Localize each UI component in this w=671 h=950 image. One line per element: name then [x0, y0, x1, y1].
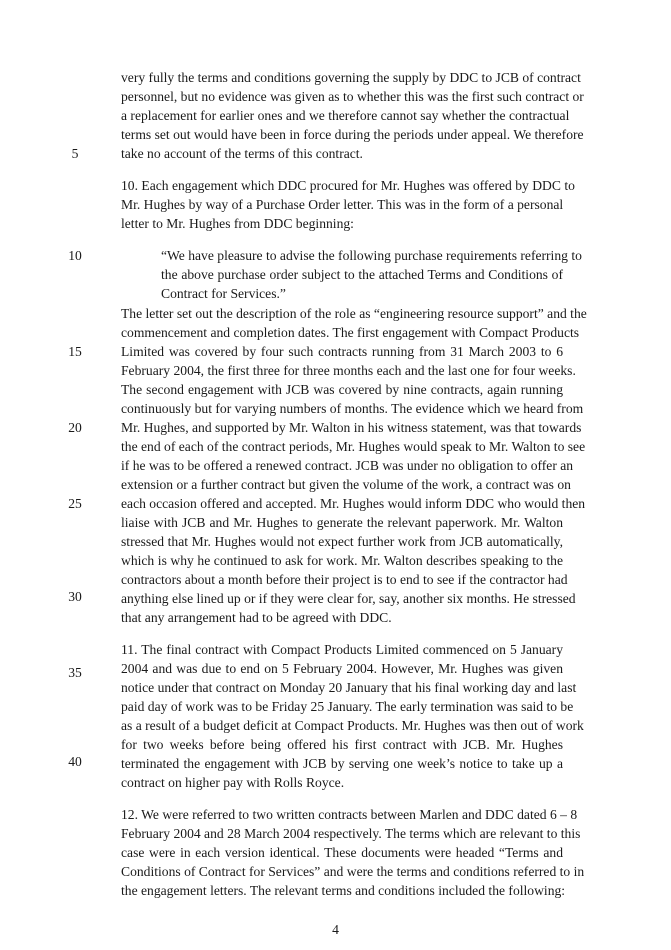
text-line: The letter set out the description of the role as “engineering resource support” and the	[121, 306, 587, 321]
line-number: 5	[71, 146, 79, 161]
line-number: 10	[68, 248, 82, 263]
text-line: Mr. Hughes, and supported by Mr. Walton in his witness statement, was that towards	[121, 420, 582, 435]
text-line: which is why he continued to ask for work. Mr. Walton describes speaking to the	[121, 553, 563, 568]
text-line: paid day of work was to be Friday 25 January. The early termination was said to be	[121, 699, 574, 714]
text-line: February 2004, the first three for three months each and the last one for four weeks.	[121, 363, 576, 378]
text-line: stressed that Mr. Hughes would not expect further work from JCB automatically,	[121, 534, 563, 549]
line-number: 30	[68, 589, 82, 604]
text-line: as a result of a budget deficit at Compact Products. Mr. Hughes was then out of work	[121, 718, 584, 733]
text-line: personnel, but no evidence was given as to whether this was the first such contract or	[121, 89, 584, 104]
text-line: 12. We were referred to two written contracts between Marlen and DDC dated 6 – 8	[121, 807, 578, 822]
text-line: for two weeks before being offered his first contract with JCB. Mr. Hughes	[121, 737, 563, 752]
line-number: 40	[68, 754, 82, 769]
text-line: the end of each of the contract periods, Mr. Hughes would speak to Mr. Walton to see	[121, 439, 586, 454]
text-line: The second engagement with JCB was covered by nine contracts, again running	[121, 382, 563, 397]
text-line: 10. Each engagement which DDC procured for Mr. Hughes was offered by DDC to	[121, 178, 575, 193]
text-line: liaise with JCB and Mr. Hughes to generate the relevant paperwork. Mr. Walton	[121, 515, 563, 530]
text-line: each occasion offered and accepted. Mr. Hughes would inform DDC who would then	[121, 496, 586, 511]
text-line: February 2004 and 28 March 2004 respectively. The terms which are relevant to this	[121, 826, 581, 841]
quote-line: “We have pleasure to advise the following purchase requirements referring to	[161, 248, 582, 263]
text-line: Limited was covered by four such contracts running from 31 March 2003 to 6	[121, 344, 563, 359]
line-number: 35	[68, 665, 82, 680]
text-line: take no account of the terms of this contract.	[121, 146, 363, 161]
text-line: terms set out would have been in force during the periods under appeal. We therefore	[121, 127, 584, 142]
text-line: Mr. Hughes by way of a Purchase Order letter. This was in the form of a personal	[121, 197, 564, 212]
text-line: Conditions of Contract for Services” and were the terms and conditions referred to in	[121, 864, 585, 879]
text-line: case were in each version identical. These documents were headed “Terms and	[121, 845, 563, 860]
text-line: that any arrangement had to be agreed with DDC.	[121, 610, 392, 625]
text-line: commencement and completion dates. The first engagement with Compact Products	[121, 325, 580, 340]
line-number: 25	[68, 496, 82, 511]
line-number: 15	[68, 344, 82, 359]
text-line: if he was to be offered a renewed contract. JCB was under no obligation to offer an	[121, 458, 574, 473]
text-line: the engagement letters. The relevant terms and conditions included the following:	[121, 883, 566, 898]
text-line: contractors about a month before their project is to end to see if the contractor had	[121, 572, 568, 587]
text-line: anything else lined up or if they were clear for, say, another six months. He stressed	[121, 591, 576, 606]
page-number: 4	[332, 922, 339, 937]
quote-line: Contract for Services.”	[161, 286, 286, 301]
text-line: notice under that contract on Monday 20 January that his final working day and last	[121, 680, 577, 695]
text-line: 11. The final contract with Compact Products Limited commenced on 5 January	[121, 642, 563, 657]
text-line: 2004 and was due to end on 5 February 2004. However, Mr. Hughes was given	[121, 661, 563, 676]
line-number: 20	[68, 420, 82, 435]
text-line: very fully the terms and conditions governing the supply by DDC to JCB of contract	[121, 70, 581, 85]
text-line: contract on higher pay with Rolls Royce.	[121, 775, 345, 790]
text-line: terminated the engagement with JCB by serving one week’s notice to take up a	[121, 756, 563, 771]
text-line: a replacement for earlier ones and we therefore cannot say whether the contractual	[121, 108, 570, 123]
text-line: continuously but for varying numbers of months. The evidence which we heard from	[121, 401, 584, 416]
quote-line: the above purchase order subject to the attached Terms and Conditions of	[161, 267, 563, 282]
text-line: extension or a further contract but given the volume of the work, a contract was on	[121, 477, 571, 492]
text-line: letter to Mr. Hughes from DDC beginning:	[121, 216, 354, 231]
